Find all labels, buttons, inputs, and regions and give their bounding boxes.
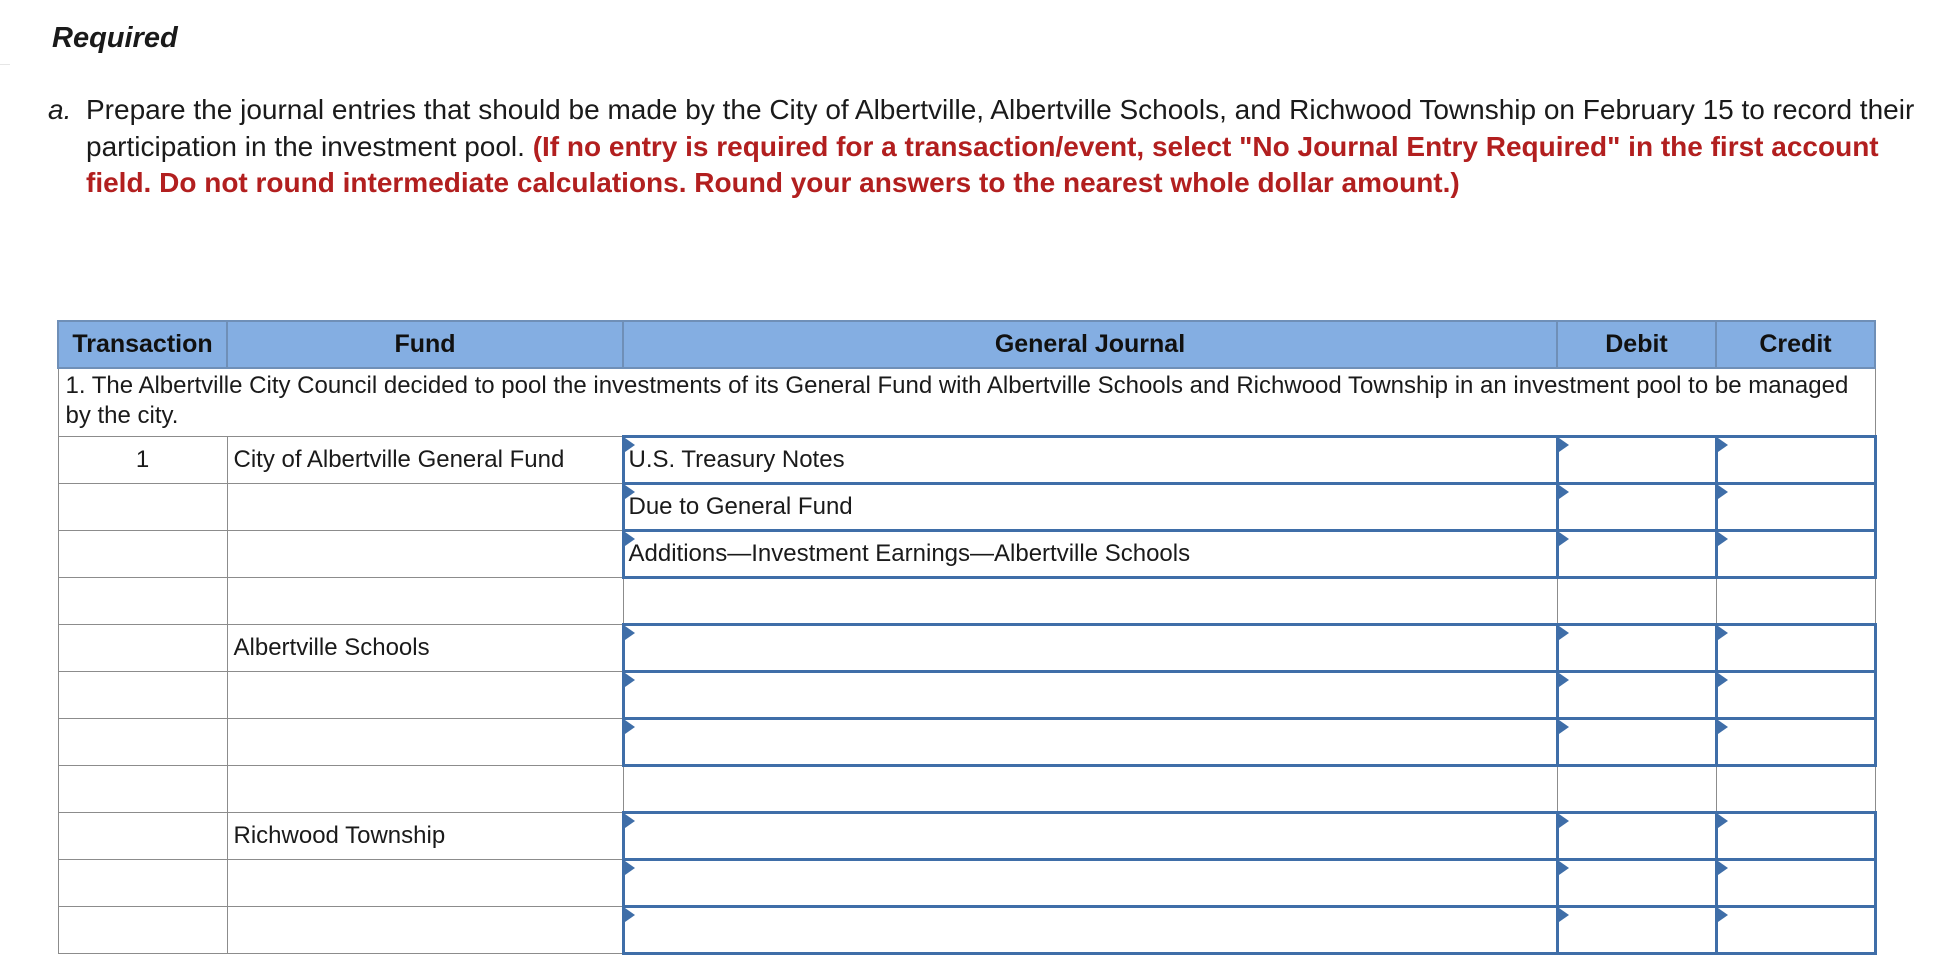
header-row (58, 321, 1875, 368)
debit-input[interactable] (1557, 625, 1716, 672)
transaction-cell (58, 813, 227, 860)
account-input[interactable] (623, 907, 1557, 954)
question-a (48, 92, 1928, 202)
account-input[interactable]: Due to General Fund (623, 484, 1557, 531)
account-input[interactable] (623, 672, 1557, 719)
transaction-cell (58, 531, 227, 578)
credit-input[interactable] (1716, 860, 1875, 907)
question-letter: a. (48, 94, 72, 125)
journal-table (57, 320, 1877, 955)
fund-cell (227, 719, 623, 766)
fund-cell: Albertville Schools (227, 625, 623, 672)
top-divider (0, 64, 10, 65)
debit-input[interactable] (1557, 860, 1716, 907)
question-instruction: (If no entry is required for a transaction/event, select "No Journal Entry Required" in the first account field. Do not round intermediate calculations. Round your answers to the nearest whole dollar amount.) (86, 130, 1879, 198)
debit-input (1557, 578, 1716, 625)
fund-cell: City of Albertville General Fund (227, 437, 623, 484)
fund-cell (227, 907, 623, 954)
journal-row (58, 719, 1875, 766)
account-input[interactable] (623, 625, 1557, 672)
journal-row (58, 625, 1875, 672)
fund-cell (227, 531, 623, 578)
required-heading: Required (52, 22, 178, 54)
debit-input[interactable] (1557, 484, 1716, 531)
credit-input[interactable] (1716, 484, 1875, 531)
credit-input[interactable] (1716, 719, 1875, 766)
credit-input (1716, 766, 1875, 813)
transaction-cell (58, 766, 227, 813)
transaction-cell (58, 719, 227, 766)
transaction-cell (58, 672, 227, 719)
transaction-cell: 1 (58, 437, 227, 484)
fund-cell: Richwood Township (227, 813, 623, 860)
question-body (86, 92, 1928, 202)
account-input[interactable]: U.S. Treasury Notes (623, 437, 1557, 484)
description-row (58, 368, 1875, 437)
account-input[interactable]: Additions—Investment Earnings—Albertville Schools (623, 531, 1557, 578)
transaction-description: 1. The Albertville City Council decided to pool the investments of its General Fund with Albertville Schools and Richwood Township in an investment pool to be managed by the city. (58, 368, 1875, 437)
header-fund: Fund (227, 321, 623, 368)
header-transaction: Transaction (58, 321, 227, 368)
header-credit: Credit (1716, 321, 1875, 368)
credit-input[interactable] (1716, 625, 1875, 672)
debit-input[interactable] (1557, 813, 1716, 860)
journal-row (58, 531, 1875, 578)
fund-cell (227, 766, 623, 813)
credit-input[interactable] (1716, 907, 1875, 954)
journal-row (58, 766, 1875, 813)
transaction-cell (58, 860, 227, 907)
debit-input[interactable] (1557, 719, 1716, 766)
debit-input[interactable] (1557, 907, 1716, 954)
account-input (623, 578, 1557, 625)
fund-cell (227, 578, 623, 625)
credit-input[interactable] (1716, 813, 1875, 860)
credit-input[interactable] (1716, 437, 1875, 484)
journal-row (58, 860, 1875, 907)
debit-input[interactable] (1557, 437, 1716, 484)
transaction-cell (58, 907, 227, 954)
account-input[interactable] (623, 860, 1557, 907)
account-input (623, 766, 1557, 813)
fund-cell (227, 672, 623, 719)
credit-input[interactable] (1716, 672, 1875, 719)
debit-input[interactable] (1557, 672, 1716, 719)
account-input[interactable] (623, 719, 1557, 766)
fund-cell (227, 484, 623, 531)
journal-row (58, 484, 1875, 531)
journal-row (58, 813, 1875, 860)
question-text: Prepare the journal entries that should be made by the City of Albertville, Albertville Schools, and Richwood Township on February 15 to record their participation in the investment pool. (86, 94, 1915, 162)
fund-cell (227, 860, 623, 907)
debit-input[interactable] (1557, 531, 1716, 578)
journal-row (58, 578, 1875, 625)
journal-row (58, 672, 1875, 719)
transaction-cell (58, 484, 227, 531)
journal-row (58, 437, 1875, 484)
credit-input (1716, 578, 1875, 625)
account-input[interactable] (623, 813, 1557, 860)
header-general-journal: General Journal (623, 321, 1557, 368)
journal-row (58, 907, 1875, 954)
journal-body (58, 368, 1875, 954)
transaction-cell (58, 625, 227, 672)
header-debit: Debit (1557, 321, 1716, 368)
transaction-cell (58, 578, 227, 625)
debit-input (1557, 766, 1716, 813)
credit-input[interactable] (1716, 531, 1875, 578)
